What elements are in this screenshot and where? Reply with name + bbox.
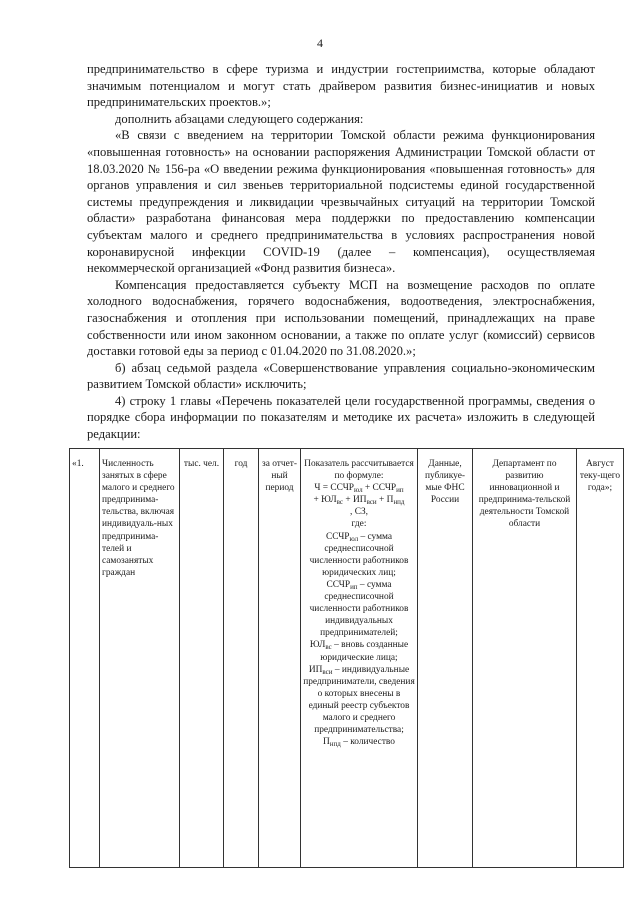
- periodicity-cell: год: [224, 449, 259, 868]
- formula-line: + $ЮЛ_{вс} + ИП_{вси} + П_{нпд}$: [313, 495, 405, 507]
- paragraph: б) абзац седьмой раздела «Совершенствование управления социально-экономическим развитием Томской области» исключить;: [87, 360, 595, 392]
- formula-definition: $ССЧР_{юл}$ – сумма среднесписочной численности работников юридических лиц;: [309, 531, 409, 578]
- source-cell: Данные, публикуе-мые ФНС России: [418, 449, 473, 868]
- deadline-cell: Август теку-щего года»;: [577, 449, 624, 868]
- formula-definition: $ЮЛ_{вс}$ – вновь созданные юридические лица;: [309, 640, 409, 663]
- unit-cell: тыс. чел.: [180, 449, 224, 868]
- body-text: [87, 61, 595, 443]
- indicators-table: [69, 448, 624, 868]
- indicator-name-cell: Численность занятых в сфере малого и среднего предпринима-тельства, включая индивидуаль-ных предпринима-телей и самозанятых граждан: [100, 449, 180, 868]
- formula-definition: $ИП_{вси}$ – индивидуальные предприниматели, сведения о которых внесены в единый реестр субъектов малого и среднего предпринимательства;: [303, 664, 415, 736]
- paragraph: 4) строку 1 главы «Перечень показателей цели государственной программы, сведения о порядке сбора информации по показателям и методике их расчета» изложить в следующей редакции:: [87, 393, 595, 442]
- formula-where: где:: [351, 519, 367, 530]
- formula-cell: [301, 449, 418, 868]
- formula-line: , СЗ,: [350, 507, 368, 518]
- paragraph: дополнить абзацами следующего содержания:: [115, 111, 364, 126]
- page-number: 4: [317, 36, 323, 50]
- paragraph: Компенсация предоставляется субъекту МСП на возмещение расходов по оплате холодного водоснабжения, горячего водоснабжения, водоотведения, электроснабжения, газоснабжения и отопления при использовании помещений, принадлежащих на праве собственности или ином законном основании, а также по оплате услуг (комиссий) сервисов доставки готовой еды за период с 01.04.2020 по 31.08.2020.»;: [87, 277, 595, 359]
- formula-definition: $П_{нпд}$ – количество: [323, 737, 395, 749]
- formula-definition: $ССЧР_{ип}$ – сумма среднесписочной численности работников индивидуальных предпринимателей;: [309, 579, 409, 639]
- responsible-cell: Департамент по развитию инновационной и предпринима-тельской деятельности Томской области: [473, 449, 577, 868]
- formula-line: $Ч = ССЧР_{юл}$ + $ССЧР_{ип}$: [314, 483, 404, 495]
- paragraph: «В связи с введением на территории Томской области режима функционирования «повышенная готовность» на основании распоряжения Администрации Томской области от 18.03.2020 № 156-ра «О введении режима функционирования «повышенная готовность» для органов управления и сил звеньев территориальной подсистемы единой государственной системы предупреждения и ликвидации чрезвычайных ситуаций на территории Томской области» разработана финансовая мера поддержки по предоставлению компенсации субъектам малого и среднего предпринимательства в условиях распространения новой коронавирусной инфекции COVID-19 (далее – компенсация), осуществляемая некоммерческой организацией «Фонд развития бизнеса».: [87, 128, 595, 276]
- period-type-cell: за отчет-ный период: [259, 449, 301, 868]
- table-row: [70, 449, 624, 868]
- formula-intro: Показатель рассчитывается по формуле:: [304, 459, 414, 482]
- paragraph: предпринимательство в сфере туризма и индустрии гостеприимства, которые обладают значимым потенциалом и могут стать драйвером развития бизнес-инициатив и новых предпринимательских проектов.»;: [87, 62, 595, 110]
- row-number-cell: «1.: [70, 449, 100, 868]
